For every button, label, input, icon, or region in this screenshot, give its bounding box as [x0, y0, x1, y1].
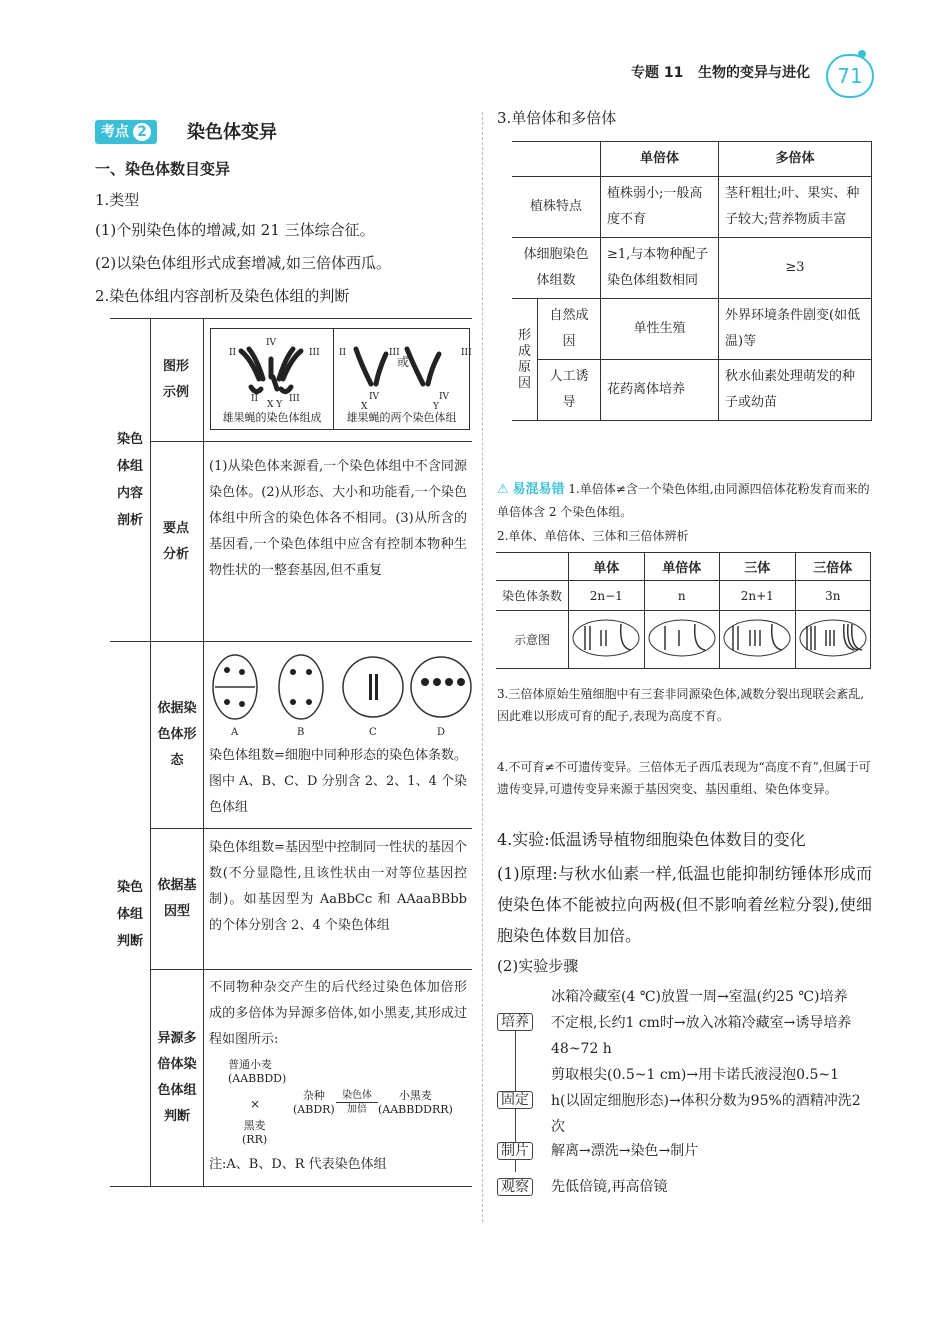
section-title: 染色体变异: [187, 122, 277, 143]
rye-parent: 黑麦 (RR): [242, 1119, 268, 1146]
t2-artificial-haploid: 花药离体培养: [601, 360, 719, 421]
svg-text:IV: IV: [439, 392, 450, 402]
fly-figure-box: [210, 328, 470, 430]
column-divider: [482, 112, 483, 1222]
fly-caption-1: 雄果蝇的染色体组成: [222, 411, 322, 424]
ploidy-comparison-table: [496, 552, 871, 669]
page-number: 71: [826, 54, 874, 98]
t3-head-monosomic: 单体: [569, 553, 645, 581]
step-culture: 培养: [497, 1011, 533, 1031]
svg-text:Y: Y: [433, 402, 439, 412]
svg-text:II: II: [339, 348, 347, 358]
cell-letter-b: B: [297, 727, 305, 738]
svg-text:III: III: [289, 394, 300, 404]
svg-text:X Y: X Y: [267, 400, 283, 410]
triticale-result: 小黑麦 (AABBDDRR): [378, 1089, 453, 1116]
experiment-principle: (1)原理:与秋水仙素一样,低温也能抑制纺锤体形成而使染色体不能被拉向两极(但不影响着丝粒分裂),使细胞染色体数目加倍。: [497, 864, 872, 945]
t2-artificial: 人工诱导: [538, 360, 601, 421]
fly-or-text: 或: [397, 355, 410, 369]
t2-row-genome-count: 体细胞染色体组数: [512, 238, 601, 299]
svg-text:III: III: [461, 348, 472, 358]
t3-count-label: 染色体条数: [496, 581, 569, 611]
t3-diagram-monosomic: [569, 611, 645, 669]
genome-table: [110, 318, 472, 1187]
t2-haploid-traits: 植株弱小;一般高度不育: [601, 177, 719, 238]
svg-text:X: X: [361, 402, 368, 412]
t3-count-monosomic: 2n−1: [569, 581, 645, 611]
row-label-figures: 图形示例: [151, 319, 204, 441]
wheat-parent: 普通小麦 (AABBDD): [228, 1058, 287, 1085]
svg-text:II: II: [229, 348, 237, 358]
warn-label: 易混易错: [512, 482, 565, 497]
by-genotype-text: 染色体组数=基因型中控制同一性状的基因个数(不分显隐性,且该性状由一对等位基因控制)。如基因型为 AaBbCc 和 AAaaBBbb 的个体分别含 2、4 个染色体组: [209, 840, 467, 933]
cell-diagrams: [209, 652, 467, 732]
t2-row-plant-traits: 植株特点: [512, 177, 601, 238]
t3-count-triploid: 3n: [795, 581, 871, 611]
para-type-2: (2)以染色体组形式成套增减,如三倍体西瓜。: [95, 254, 392, 272]
group-label-judgment: 染色体组判断: [110, 642, 151, 1186]
doubling-arrow: 染色体 加倍: [336, 1089, 378, 1116]
step-fix: 固定: [497, 1089, 533, 1109]
t2-polyploid-count: ≥3: [719, 238, 872, 299]
t2-head-haploid: 单倍体: [601, 142, 719, 177]
t3-count-trisomic: 2n+1: [720, 581, 796, 611]
note-2: 2.单体、单倍体、三体和三倍体辨析: [497, 529, 689, 543]
row-label-by-genotype: 依据基因型: [151, 829, 204, 969]
t3-diagram-haploid: [644, 611, 720, 669]
header-topic: 专题 11: [631, 65, 684, 81]
svg-text:IV: IV: [369, 392, 380, 402]
note-1: ⚠ 易混易错 1.单倍体≠含一个染色体组,由同源四倍体花粉发育而来的单倍体含 2 个染色体组。: [497, 482, 870, 519]
heading-chromosome-number: 一、染色体数目变异: [95, 160, 231, 178]
para-types: 1.类型: [95, 191, 140, 209]
para-type-1: (1)个别染色体的增减,如 21 三体综合征。: [95, 221, 375, 239]
t3-diagram-label: 示意图: [496, 611, 569, 669]
t2-head-polyploid: 多倍体: [719, 142, 872, 177]
step-slide-text: 解离→漂洗→染色→制片: [551, 1143, 699, 1159]
group-label-content: 染色体组内容剖析: [110, 319, 151, 641]
step-observe: 观察: [497, 1176, 533, 1196]
row-label-allopolyploid: 异源多倍体染色体组判断: [151, 970, 204, 1186]
t2-natural-haploid: 单性生殖: [601, 299, 719, 360]
step-fix-text: 剪取根尖(0.5~1 cm)→用卡诺氏液浸泡0.5~1 h(以固定细胞形态)→体积分数为95%的酒精冲洗2次: [551, 1067, 861, 1135]
step-observe-text: 先低倍镜,再高倍镜: [551, 1179, 668, 1195]
t3-head-trisomic: 三体: [720, 553, 796, 581]
experiment-steps-heading: (2)实验步骤: [497, 957, 579, 975]
t2-artificial-polyploid: 秋水仙素处理萌发的种子或幼苗: [719, 360, 872, 421]
para-section-2: 2.染色体组内容剖析及染色体组的判断: [95, 287, 350, 305]
note-4: 4.不可育≠不可遗传变异。三倍体无子西瓜表现为“高度不育”,但属于可遗传变异,可遗传变异来源于基因突变、基因重组、染色体变异。: [497, 760, 871, 796]
cell-letter-d: D: [437, 727, 446, 738]
t3-diagram-triploid: [795, 611, 871, 669]
cell-letter-a: A: [231, 727, 239, 738]
t3-head-triploid: 三倍体: [795, 553, 871, 581]
step-slide: 制片: [497, 1140, 533, 1160]
svg-text:IV: IV: [266, 338, 277, 348]
allopolyploid-text: 不同物种杂交产生的后代经过染色体加倍形成的多倍体为异源多倍体,如小黑麦,其形成过程如图所示:: [209, 980, 467, 1047]
t2-natural-polyploid: 外界环境条件剧变(如低温)等: [719, 299, 872, 360]
hybrid-offspring: 杂种 (ABDR): [293, 1089, 335, 1116]
t2-haploid-count: ≥1,与本物种配子染色体组数相同: [601, 238, 719, 299]
note-3: 3.三倍体原始生殖细胞中有三套非同源染色体,减数分裂出现联会紊乱,因此难以形成可育的配子,表现为高度不育。: [497, 687, 865, 723]
heading-haploid-polyploid: 3.单倍体和多倍体: [497, 109, 617, 127]
fly-chromosome-drawing: [211, 329, 472, 412]
page-dot-decoration: [858, 50, 866, 58]
row-label-key-points: 要点分析: [151, 442, 204, 641]
step-culture-text: 冰箱冷藏室(4 ℃)放置一周→室温(约25 ℃)培养不定根,长约1 cm时→放入冰箱冷藏室→诱导培养48~72 h: [551, 989, 852, 1057]
svg-text:III: III: [309, 348, 320, 358]
heading-experiment: 4.实验:低温诱导植物细胞染色体数目的变化: [497, 830, 806, 849]
cross-symbol: ×: [250, 1097, 261, 1111]
key-points-text: (1)从染色体来源看,一个染色体组中不含同源染色体。(2)从形态、大小和功能看,一个染色体组中所含的染色体各不相同。(3)从所含的基因看,一个染色体组中应含有控制本物种生物性状的一整套基因,但不重复: [209, 459, 467, 578]
section-badge: 考点 2: [95, 120, 157, 144]
t3-head-haploid: 单倍体: [644, 553, 720, 581]
t2-natural: 自然成因: [538, 299, 601, 360]
running-header: [631, 62, 810, 82]
cell-letter-c: C: [369, 727, 377, 738]
t3-diagram-trisomic: [720, 611, 796, 669]
t2-cause-label: 形成原因: [512, 299, 538, 421]
svg-text:III: III: [389, 348, 400, 358]
t2-polyploid-traits: 茎秆粗壮;叶、果实、种子较大;营养物质丰富: [719, 177, 872, 238]
by-shape-text: 染色体组数=细胞中同种形态的染色体条数。图中 A、B、C、D 分别含 2、2、1、4 个染色体组: [209, 748, 467, 815]
header-title: 生物的变异与进化: [698, 65, 810, 81]
row-label-by-shape: 依据染色体形态: [151, 642, 204, 828]
t3-count-haploid: n: [644, 581, 720, 611]
fly-caption-2: 雄果蝇的两个染色体组: [346, 411, 457, 424]
allopolyploid-note: 注:A、B、D、R 代表染色体组: [209, 1157, 387, 1172]
svg-text:II: II: [251, 394, 259, 404]
warning-icon: ⚠: [497, 482, 509, 497]
haploid-polyploid-table: [512, 141, 872, 421]
